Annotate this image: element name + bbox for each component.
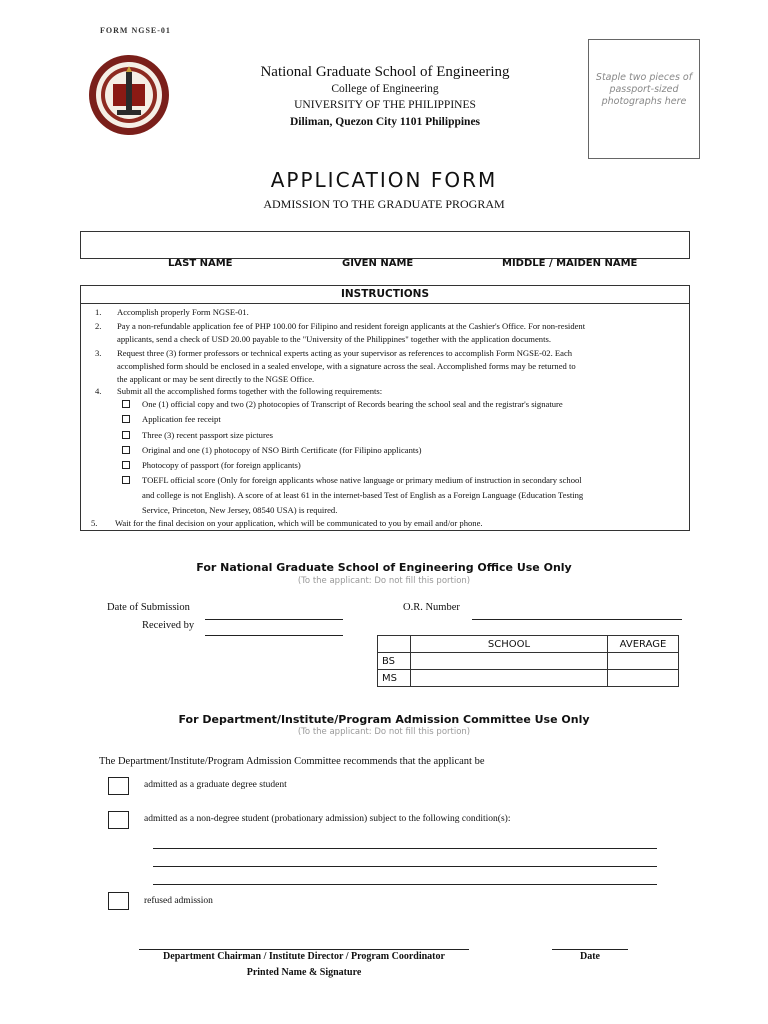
committee-section-title: For Department/Institute/Program Admission Committee Use Only <box>178 713 590 726</box>
refused-admission-label: refused admission <box>144 896 213 906</box>
form-subtitle: ADMISSION TO THE GRADUATE PROGRAM <box>263 197 505 211</box>
instruction-line: Request three (3) former professors or technical experts acting as your supervisor as references to accomplish Form NGSE-02. Each <box>117 348 573 358</box>
requirement-item: Photocopy of passport (for foreign applicants) <box>142 460 301 470</box>
table-row <box>378 653 679 670</box>
condition-line[interactable] <box>153 884 657 885</box>
admitted-non-degree-checkbox[interactable] <box>108 811 129 829</box>
college-name: College of Engineering <box>331 83 439 95</box>
requirement-item: Original and one (1) photocopy of NSO Birth Certificate (for Filipino applicants) <box>142 445 422 455</box>
instructions-box <box>80 285 690 531</box>
row-label-bs: BS <box>378 653 411 670</box>
admitted-non-degree-label: admitted as a non-degree student (probationary admission) subject to the following condition(s): <box>144 814 511 824</box>
school-cell[interactable] <box>411 670 608 687</box>
instruction-line: Wait for the final decision on your application, which will be communicated to you by email and/or phone. <box>115 518 483 528</box>
requirement-checkbox[interactable] <box>122 476 130 484</box>
form-title: APPLICATION FORM <box>270 168 498 192</box>
average-cell[interactable] <box>608 653 679 670</box>
table-corner-cell <box>378 636 411 653</box>
requirement-item: Application fee receipt <box>142 414 221 424</box>
instruction-line: accomplished form should be enclosed in a sealed envelope, with a signature across the seal. Accomplished forms may be returned to <box>117 361 576 371</box>
requirement-item: One (1) official copy and two (2) photocopies of Transcript of Records bearing the school seal and the registrar's signature <box>142 399 563 409</box>
committee-section-note: (To the applicant: Do not fill this portion) <box>297 727 471 737</box>
instructions-heading: INSTRUCTIONS <box>81 286 689 304</box>
committee-statement: The Department/Institute/Program Admission Committee recommends that the applicant be <box>99 756 485 767</box>
admitted-degree-label: admitted as a graduate degree student <box>144 780 287 790</box>
requirement-item: and college is not English). A score of at least 61 in the internet-based Test of English as a Foreign Language (Education Testing <box>142 490 584 500</box>
requirement-checkbox[interactable] <box>122 415 130 423</box>
date-of-submission-label: Date of Submission <box>107 602 190 613</box>
date-of-submission-field[interactable] <box>205 619 343 620</box>
requirement-checkbox[interactable] <box>122 461 130 469</box>
middle-name-label: MIDDLE / MAIDEN NAME <box>502 258 638 269</box>
university-name: UNIVERSITY OF THE PHILIPPINES <box>294 99 476 111</box>
requirement-checkbox[interactable] <box>122 446 130 454</box>
instruction-line: Submit all the accomplished forms together with the following requirements: <box>117 386 383 396</box>
instruction-line: the applicant or may be sent directly to the NGSE Office. <box>117 374 315 384</box>
instruction-line: Accomplish properly Form NGSE-01. <box>117 307 249 317</box>
condition-line[interactable] <box>153 866 657 867</box>
university-seal-logo <box>88 54 170 136</box>
condition-line[interactable] <box>153 848 657 849</box>
signatory-label: Department Chairman / Institute Director / Program Coordinator <box>163 951 445 962</box>
given-name-label: GIVEN NAME <box>342 258 414 269</box>
form-code: FORM NGSE-01 <box>100 26 171 35</box>
step-number: 3. <box>95 348 102 358</box>
received-by-label: Received by <box>142 620 195 631</box>
requirement-checkbox[interactable] <box>122 431 130 439</box>
school-cell[interactable] <box>411 653 608 670</box>
step-number: 1. <box>95 307 102 317</box>
photo-box <box>588 39 700 159</box>
date-label: Date <box>580 951 600 962</box>
office-section-note: (To the applicant: Do not fill this portion) <box>297 576 471 586</box>
school-name: National Graduate School of Engineering <box>260 64 510 80</box>
instruction-line: applicants, send a check of USD 20.00 payable to the "University of the Philippines" together with the application documents. <box>117 334 551 344</box>
signature-label: Printed Name & Signature <box>246 967 362 978</box>
requirement-checkbox[interactable] <box>122 400 130 408</box>
or-number-label: O.R. Number <box>403 602 460 613</box>
instruction-line: Pay a non-refundable application fee of PHP 100.00 for Filipino and resident foreign applicants at the Cashier's Office. For non-resident <box>117 321 586 331</box>
date-line[interactable] <box>552 949 628 950</box>
school-header: SCHOOL <box>411 636 608 653</box>
or-number-field[interactable] <box>472 619 682 620</box>
office-section-title: For National Graduate School of Engineering Office Use Only <box>196 561 572 574</box>
step-number: 2. <box>95 321 102 331</box>
address: Diliman, Quezon City 1101 Philippines <box>289 116 481 128</box>
received-by-field[interactable] <box>205 635 343 636</box>
name-field[interactable] <box>80 231 690 259</box>
last-name-label: LAST NAME <box>168 258 233 269</box>
average-header: AVERAGE <box>608 636 679 653</box>
requirement-item: TOEFL official score (Only for foreign applicants whose native language or primary medium of instruction in secondary school <box>142 475 582 485</box>
refused-admission-checkbox[interactable] <box>108 892 129 910</box>
row-label-ms: MS <box>378 670 411 687</box>
requirement-item: Three (3) recent passport size pictures <box>142 430 273 440</box>
signature-line[interactable] <box>139 949 469 950</box>
step-number: 5. <box>91 518 98 528</box>
table-row <box>378 670 679 687</box>
school-average-table <box>377 635 679 687</box>
requirement-item: Service, Princeton, New Jersey, 08540 USA) is required. <box>142 505 338 515</box>
photo-note: Staple two pieces of passport-sized photographs here <box>595 72 693 107</box>
step-number: 4. <box>95 386 102 396</box>
average-cell[interactable] <box>608 670 679 687</box>
admitted-degree-checkbox[interactable] <box>108 777 129 795</box>
